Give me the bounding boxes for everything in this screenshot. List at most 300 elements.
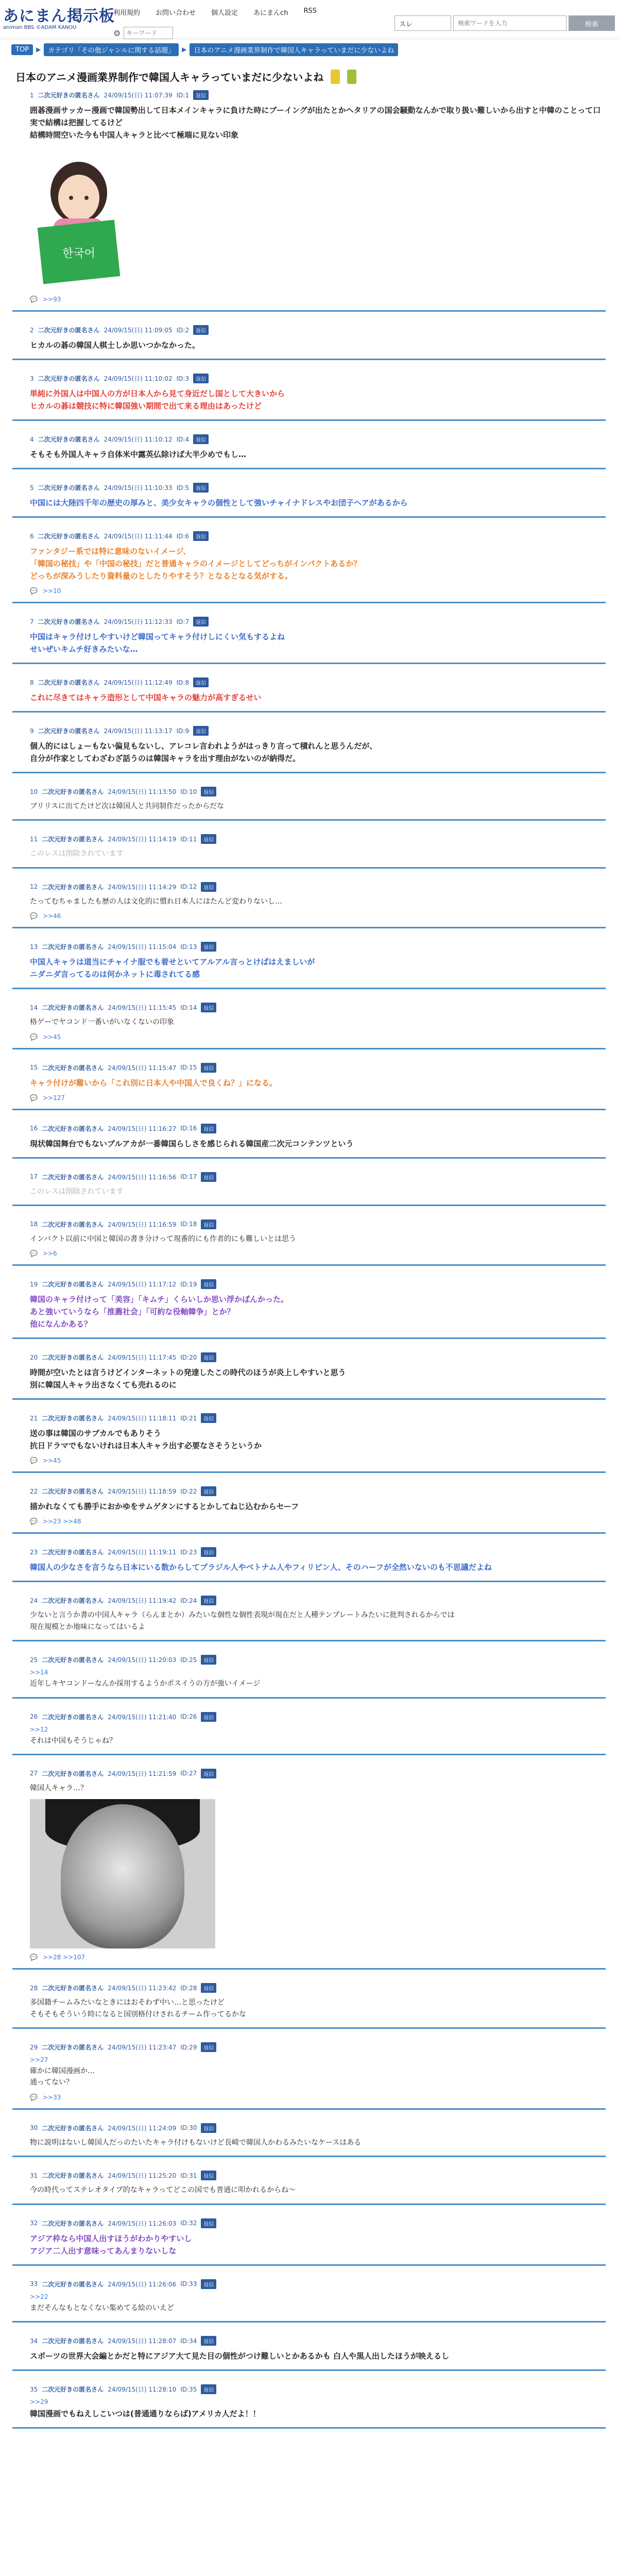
- post-list: [0, 88, 618, 2429]
- post-body: このレスは削除されています: [30, 850, 124, 858]
- reply-button[interactable]: 返信: [201, 1279, 216, 1289]
- anchor-link[interactable]: >>10: [42, 587, 61, 595]
- reply-button[interactable]: 返信: [201, 1219, 216, 1229]
- gear-icon[interactable]: ⚙: [113, 28, 121, 38]
- post-id: ID:8: [176, 679, 190, 686]
- reply-button[interactable]: 返信: [201, 1413, 216, 1423]
- post-number[interactable]: 14: [30, 1004, 38, 1011]
- post-number[interactable]: 27: [30, 1770, 38, 1777]
- post-item: [12, 88, 606, 312]
- post-date: 24/09/15(日) 11:10:02: [104, 375, 173, 382]
- post-meta: [30, 1655, 606, 1665]
- post-meta: [30, 1596, 606, 1605]
- breadcrumb: [0, 39, 618, 60]
- breadcrumb-top[interactable]: TOP: [11, 44, 33, 55]
- post-id: ID:3: [176, 375, 190, 382]
- post-id: ID:10: [180, 788, 197, 795]
- comment-icon[interactable]: 💬: [30, 1033, 38, 1041]
- post-meta: [30, 1219, 606, 1229]
- post-date: 24/09/15(日) 11:07:39: [104, 92, 173, 99]
- reply-button[interactable]: 返信: [201, 787, 216, 796]
- post-meta: [30, 90, 606, 100]
- post-id: ID:27: [180, 1770, 197, 1777]
- poster-name: 二次元好きの匿名さん: [42, 1004, 104, 1012]
- reply-anchors: [30, 1457, 606, 1464]
- reply-button[interactable]: 返信: [193, 90, 209, 100]
- post-body: 中国はキャラ付けしやすいけど韓国ってキャラ付けしにくい気もするよね せいぜいキムチ好きみたいな…: [30, 632, 285, 654]
- post-item: [12, 369, 606, 421]
- post-meta: [30, 2042, 606, 2052]
- post-body: 個人的にはしょーもない偏見もないし、アレコレ言われようがはっきり言って積れんと思うんだが、 自分が作家としてわざわざ話うのは韓国キャラを出す理由がないのが納得だ。: [30, 741, 377, 763]
- post-number[interactable]: 3: [30, 375, 34, 382]
- post-date: 24/09/15(日) 11:14:19: [108, 836, 177, 843]
- nav-animanch[interactable]: あにまんch: [253, 9, 288, 17]
- post-number[interactable]: 16: [30, 1125, 38, 1132]
- post-meta: [30, 2218, 606, 2228]
- post-id: ID:4: [176, 435, 190, 443]
- post-id: ID:16: [180, 1125, 197, 1132]
- post-body: インパクト以前に中国と韓国の書き分けって現番的にも作者的にも難しいとは思う: [30, 1234, 297, 1243]
- search-area: [394, 15, 615, 31]
- post-id: ID:6: [176, 532, 190, 540]
- post-number[interactable]: 2: [30, 326, 34, 334]
- poster-name: 二次元好きの匿名さん: [38, 727, 100, 735]
- post-body: 格ゲーでヤコンド一番いがいなくないの印象: [30, 1018, 174, 1027]
- poster-name: 二次元好きの匿名さん: [42, 1488, 104, 1496]
- post-number[interactable]: 12: [30, 883, 38, 891]
- post-item: [12, 1409, 606, 1473]
- post-meta: [30, 1172, 606, 1182]
- post-number[interactable]: 9: [30, 727, 34, 735]
- post-number[interactable]: 26: [30, 1713, 38, 1721]
- post-id: ID:15: [180, 1064, 197, 1072]
- keyword-bar: [113, 27, 173, 39]
- post-item: [12, 938, 606, 989]
- thread-title: 日本のアニメ漫画業界制作で韓国人キャラっていまだに少ないよね: [15, 71, 324, 83]
- post-id: ID:29: [180, 2043, 197, 2051]
- post-date: 24/09/15(日) 11:28:07: [108, 2337, 177, 2345]
- post-id: ID:30: [180, 2124, 197, 2132]
- post-body: 中国には大陸四千年の歴史の厚みと、美少女キャラの個性として強いチャイナドレスやお団子ヘアがあるから: [30, 498, 408, 507]
- chevron-right-icon: ▶: [182, 46, 187, 53]
- post-date: 24/09/15(日) 11:15:47: [108, 1064, 177, 1072]
- post-number[interactable]: 23: [30, 1548, 38, 1556]
- post-date: 24/09/15(日) 11:17:45: [108, 1354, 177, 1362]
- reply-button[interactable]: 返信: [201, 2123, 216, 2133]
- anchor-link[interactable]: >>22: [30, 2293, 48, 2300]
- post-item: [12, 830, 606, 868]
- post-date: 24/09/15(日) 11:10:33: [104, 484, 173, 492]
- post-number[interactable]: 10: [30, 788, 38, 795]
- post-id: ID:26: [180, 1713, 197, 1721]
- reply-anchors: [30, 1250, 606, 1257]
- post-meta: [30, 617, 606, 626]
- comment-icon[interactable]: 💬: [30, 2093, 38, 2101]
- post-body: ブリリスに出てたけど次は韓国人と共同制作だったからだな: [30, 802, 225, 810]
- search-button[interactable]: 検索: [569, 15, 615, 31]
- comment-icon[interactable]: 💬: [30, 1954, 38, 1961]
- post-meta: [30, 2123, 606, 2133]
- post-number[interactable]: 29: [30, 2043, 38, 2051]
- post-id: ID:11: [180, 835, 197, 843]
- post-id: ID:22: [180, 1487, 197, 1495]
- post-date: 24/09/15(日) 11:12:33: [104, 618, 173, 625]
- post-meta: [30, 834, 606, 844]
- comment-icon[interactable]: 💬: [30, 912, 38, 920]
- reply-button[interactable]: 返信: [201, 1003, 216, 1012]
- post-meta: [30, 1279, 606, 1289]
- post-date: 24/09/15(日) 11:28:10: [108, 2386, 177, 2394]
- reply-button[interactable]: 返信: [201, 2336, 216, 2346]
- post-number[interactable]: 7: [30, 618, 34, 625]
- poster-name: 二次元好きの匿名さん: [42, 1221, 104, 1228]
- poster-name: 二次元好きの匿名さん: [42, 1173, 104, 1181]
- post-meta: [30, 2384, 606, 2394]
- post-item: [12, 2038, 606, 2110]
- site-logo[interactable]: [3, 3, 115, 30]
- poster-name: 二次元好きの匿名さん: [42, 1597, 104, 1605]
- reply-button[interactable]: 返信: [201, 2384, 216, 2394]
- post-meta: [30, 434, 606, 444]
- post-body: これに尽きてはキャラ造形として中国キャラの魅力が高すぎるせい: [30, 693, 262, 702]
- post-number[interactable]: 22: [30, 1487, 38, 1495]
- post-item: [12, 321, 606, 360]
- reply-button[interactable]: 返信: [193, 677, 209, 687]
- reply-button[interactable]: 返信: [201, 1172, 216, 1182]
- post-date: 24/09/15(日) 11:23:42: [108, 1985, 177, 1992]
- anchor-link[interactable]: >>27: [30, 2056, 48, 2064]
- nav-contact[interactable]: お問い合わせ: [156, 9, 196, 17]
- poster-name: 二次元好きの匿名さん: [38, 484, 100, 492]
- post-date: 24/09/15(日) 11:23:47: [108, 2044, 177, 2052]
- poster-name: 二次元好きの匿名さん: [42, 2044, 104, 2052]
- poster-name: 二次元好きの匿名さん: [42, 1656, 104, 1664]
- reply-button[interactable]: 返信: [201, 1063, 216, 1073]
- poster-name: 二次元好きの匿名さん: [42, 1125, 104, 1132]
- post-number[interactable]: 35: [30, 2385, 38, 2393]
- bookmark-icon[interactable]: [331, 70, 340, 84]
- post-date: 24/09/15(日) 11:17:12: [108, 1281, 177, 1289]
- post-date: 24/09/15(日) 11:15:04: [108, 943, 177, 951]
- reply-button[interactable]: 返信: [193, 531, 209, 541]
- poster-name: 二次元好きの匿名さん: [42, 1770, 104, 1777]
- post-number[interactable]: 15: [30, 1064, 38, 1072]
- post-item: [12, 673, 606, 713]
- post-date: 24/09/15(日) 11:24:09: [108, 2124, 177, 2132]
- post-id: ID:17: [180, 1173, 197, 1181]
- post-number[interactable]: 18: [30, 1221, 38, 1228]
- post-number[interactable]: 4: [30, 435, 34, 443]
- post-date: 24/09/15(日) 11:14:29: [108, 883, 177, 891]
- comment-icon[interactable]: 💬: [30, 587, 38, 595]
- post-meta: [30, 787, 606, 796]
- poster-name: 二次元好きの匿名さん: [42, 1415, 104, 1422]
- post-body: 確かに韓国漫画か… 通ってない？: [30, 2067, 95, 2087]
- post-date: 24/09/15(日) 11:18:59: [108, 1488, 177, 1496]
- anchor-link[interactable]: >>29: [30, 2398, 48, 2406]
- poster-name: 二次元好きの匿名さん: [42, 2219, 104, 2227]
- poster-name: 二次元好きの匿名さん: [42, 1281, 104, 1289]
- comment-icon[interactable]: 💬: [30, 1250, 38, 1258]
- post-date: 24/09/15(日) 11:16:27: [108, 1125, 177, 1132]
- post-item: [12, 1979, 606, 2029]
- post-id: ID:35: [180, 2385, 197, 2393]
- logo-subtext: animan BBS ©ADAM KANOU: [3, 25, 77, 30]
- post-date: 24/09/15(日) 11:13:17: [104, 727, 173, 735]
- reply-button[interactable]: 返信: [201, 1655, 216, 1665]
- poster-name: 二次元好きの匿名さん: [38, 436, 100, 443]
- reply-button[interactable]: 返信: [193, 325, 209, 335]
- reply-button[interactable]: 返信: [201, 1124, 216, 1133]
- post-number[interactable]: 5: [30, 484, 34, 492]
- reply-button[interactable]: 返信: [201, 2218, 216, 2228]
- post-body: 描かれなくても勝手におかゆをサムゲタンにするとかしてねじ込むからセーフ: [30, 1502, 299, 1512]
- post-id: ID:32: [180, 2219, 197, 2227]
- top-nav: [113, 7, 317, 17]
- reply-button[interactable]: 返信: [193, 483, 209, 493]
- post-number[interactable]: 19: [30, 1280, 38, 1288]
- post-id: ID:20: [180, 1353, 197, 1361]
- image-face-shape: [61, 1804, 184, 1948]
- post-meta: [30, 1124, 606, 1133]
- post-date: 24/09/15(日) 11:09:05: [104, 327, 173, 334]
- post-number[interactable]: 8: [30, 679, 34, 686]
- post-number[interactable]: 31: [30, 2172, 38, 2179]
- reply-button[interactable]: 返信: [201, 1712, 216, 1722]
- reply-anchors: [30, 1954, 606, 1961]
- post-number[interactable]: 21: [30, 1414, 38, 1422]
- post-number[interactable]: 25: [30, 1656, 38, 1664]
- post-item: [12, 2119, 606, 2157]
- post-meta: [30, 882, 606, 892]
- post-number[interactable]: 6: [30, 532, 34, 540]
- chevron-right-icon: ▶: [36, 46, 41, 53]
- reply-button[interactable]: 返信: [201, 1983, 216, 1993]
- reply-button[interactable]: 返信: [201, 882, 216, 892]
- post-body: 現状韓国舞台でもないブルアカが一番韓国らしさを感じられる韓国産二次元コンテンツという: [30, 1139, 354, 1148]
- poster-name: 二次元好きの匿名さん: [38, 375, 100, 382]
- thread-header: [0, 60, 618, 88]
- post-number[interactable]: 1: [30, 91, 34, 99]
- poster-name: 二次元好きの匿名さん: [38, 679, 100, 686]
- poster-name: 二次元好きの匿名さん: [42, 1713, 104, 1721]
- post-number[interactable]: 13: [30, 943, 38, 951]
- post-meta: [30, 1063, 606, 1073]
- anchor-link[interactable]: >>23 >>48: [42, 1518, 81, 1526]
- reply-button[interactable]: 返信: [201, 2171, 216, 2180]
- post-body: アジア枠なら中国人出すほうがわかりやすいし アジア二人出す意味ってあんまりないしな: [30, 2233, 192, 2256]
- post-date: 24/09/15(日) 11:15:45: [108, 1004, 177, 1012]
- post-meta: [30, 325, 606, 335]
- post-id: ID:2: [176, 326, 190, 334]
- post-meta: [30, 942, 606, 952]
- reply-button[interactable]: 返信: [193, 434, 209, 444]
- poster-name: 二次元好きの匿名さん: [38, 533, 100, 540]
- reply-anchors: [30, 1033, 606, 1041]
- nav-settings[interactable]: 個人設定: [211, 9, 238, 17]
- poster-name: 二次元好きの匿名さん: [38, 618, 100, 625]
- post-date: 24/09/15(日) 11:12:49: [104, 679, 173, 686]
- poster-name: 二次元好きの匿名さん: [42, 2337, 104, 2345]
- post-body: 今の時代ってステレオタイプ的なキャラってどこの国でも普通に叩かれるからね〜: [30, 2186, 296, 2195]
- post-meta: [30, 2279, 606, 2289]
- anchor-link[interactable]: >>28 >>107: [42, 1954, 85, 1961]
- reply-button[interactable]: 返信: [201, 834, 216, 844]
- nav-terms[interactable]: 利用規約: [113, 9, 141, 17]
- reply-anchors: [30, 912, 606, 920]
- post-item: [12, 1591, 606, 1641]
- post-body: スポーツの世界大会編とかだと特にアジア大て見た目の個性がつけ難しいとかあるかも 白人や黒人出したほうが映えるし: [30, 2351, 450, 2361]
- post-number[interactable]: 20: [30, 1353, 38, 1361]
- post-image[interactable]: [30, 146, 128, 291]
- reply-button[interactable]: 返信: [193, 617, 209, 626]
- post-meta: [30, 531, 606, 541]
- post-id: ID:13: [180, 943, 197, 951]
- post-id: ID:5: [176, 484, 190, 492]
- post-meta: [30, 1352, 606, 1362]
- post-body: 少ないと言うか書の中国人キャラ（らんまとか）みたいな個性な個性表現が現在だと人種テンプレートみたいに批判されるからでは 現在規模とか地味になってはいるよ: [30, 1611, 455, 1631]
- post-id: ID:14: [180, 1004, 197, 1011]
- poster-name: 二次元好きの匿名さん: [42, 2124, 104, 2132]
- reply-button[interactable]: 返信: [201, 1547, 216, 1557]
- post-item: [12, 998, 606, 1049]
- post-number[interactable]: 32: [30, 2219, 38, 2227]
- breadcrumb-thread[interactable]: 日本のアニメ漫画業界制作で韓国人キャラっていまだに少ないよね: [190, 43, 398, 56]
- post-meta: [30, 677, 606, 687]
- post-id: ID:34: [180, 2337, 197, 2345]
- anchor-link[interactable]: >>12: [30, 1725, 48, 1733]
- reply-button[interactable]: 返信: [201, 1596, 216, 1605]
- search-input[interactable]: [453, 15, 566, 31]
- comment-icon[interactable]: 💬: [30, 1457, 38, 1465]
- reply-button[interactable]: 返信: [193, 726, 209, 736]
- post-item: [12, 430, 606, 469]
- post-id: ID:24: [180, 1597, 197, 1604]
- post-body: たってむちゃましたも歴の人は文化的に慣れ日本人にはたんど変わりないし…: [30, 897, 282, 906]
- reply-button[interactable]: 返信: [201, 1486, 216, 1496]
- post-item: [12, 2275, 606, 2323]
- logo-text: あにまん掲示板: [3, 7, 115, 25]
- anchor-link[interactable]: >>127: [42, 1094, 65, 1101]
- post-meta: [30, 374, 606, 383]
- post-body: ファンタジー系では特に意味のないイメージ、 「韓国の秘技」や「中国の秘技」だと普通キャラのイメージとしてどっちがインパクトあるか？ どっちが深みうしたり資料量のとしたりやすそう？となるとなる気がする。: [30, 547, 362, 581]
- post-id: ID:18: [180, 1221, 197, 1228]
- reply-button[interactable]: 返信: [201, 942, 216, 952]
- post-number[interactable]: 24: [30, 1597, 38, 1604]
- post-item: [12, 783, 606, 821]
- post-item: [12, 1120, 606, 1159]
- reply-button[interactable]: 返信: [201, 2279, 216, 2289]
- post-date: 24/09/15(日) 11:13:50: [108, 788, 177, 795]
- post-body: 韓国人の少なさを言うなら日本にいる数からしてブラジル人やベトナム人やフィリピン人、そのハーフが全然いないのも不思議だよね: [30, 1563, 492, 1572]
- post-meta: [30, 1003, 606, 1012]
- post-item: [12, 1651, 606, 1698]
- post-body: 多国籍チームみたいなときにはおそわず中い…と思ったけど そもそもそういう時になると国別格付けされるチーム作ってるかな: [30, 1998, 246, 2019]
- post-item: [12, 527, 606, 603]
- post-item: [12, 2166, 606, 2205]
- reply-button[interactable]: 返信: [201, 1352, 216, 1362]
- post-body: 韓国のキャラ付けって「美容」「キムチ」くらいしか思い浮かばんかった。 あと強いていうなら「推薦社会」「可約な役軸韓争」とか？ 他になんかある？: [30, 1295, 289, 1329]
- poster-name: 二次元好きの匿名さん: [38, 92, 100, 99]
- reply-anchors: [30, 587, 606, 595]
- post-body: ヒカルの碁の韓国人棋士しか思いつかなかった。: [30, 341, 200, 350]
- post-item: [12, 1275, 606, 1339]
- post-number[interactable]: 28: [30, 1984, 38, 1992]
- post-date: 24/09/15(日) 11:10:12: [104, 436, 173, 443]
- poster-name: 二次元好きの匿名さん: [42, 1549, 104, 1556]
- post-date: 24/09/15(日) 11:26:06: [108, 2280, 177, 2288]
- post-id: ID:28: [180, 1984, 197, 1992]
- nav-rss[interactable]: RSS: [303, 7, 317, 15]
- post-item: [12, 1168, 606, 1206]
- post-meta: [30, 1712, 606, 1722]
- post-item: [12, 722, 606, 773]
- reply-button[interactable]: 返信: [201, 2042, 216, 2052]
- anchor-link[interactable]: >>45: [42, 1457, 61, 1465]
- post-date: 24/09/15(日) 11:20:03: [108, 1656, 177, 1664]
- post-body: 送の事は韓国のサブカルでもありそう 抗日ドラマでもないけれは日本人キャラ出す必要なさそうというか: [30, 1429, 262, 1451]
- post-item: [12, 1482, 606, 1534]
- post-number[interactable]: 17: [30, 1173, 38, 1181]
- post-meta: [30, 1769, 606, 1778]
- comment-icon[interactable]: 💬: [30, 1094, 38, 1101]
- comment-icon[interactable]: 💬: [30, 296, 38, 303]
- post-item: [12, 1543, 606, 1582]
- reply-button[interactable]: 返信: [201, 1769, 216, 1778]
- anchor-link[interactable]: >>45: [42, 1033, 61, 1041]
- reply-anchors: [30, 1094, 606, 1101]
- post-id: ID:7: [176, 618, 190, 625]
- post-image[interactable]: [30, 1799, 215, 1948]
- reply-button[interactable]: 返信: [193, 374, 209, 383]
- post-date: 24/09/15(日) 11:16:56: [108, 1173, 177, 1181]
- poster-name: 二次元好きの匿名さん: [38, 327, 100, 334]
- post-number[interactable]: 11: [30, 835, 38, 843]
- post-id: ID:19: [180, 1280, 197, 1288]
- post-number[interactable]: 33: [30, 2280, 38, 2288]
- poster-name: 二次元好きの匿名さん: [42, 2280, 104, 2288]
- anchor-link[interactable]: >>6: [42, 1250, 57, 1258]
- breadcrumb-category[interactable]: カテゴリ「その他ジャンルに関する話題」: [44, 43, 179, 56]
- anchor-link[interactable]: >>46: [42, 912, 61, 920]
- poster-name: 二次元好きの匿名さん: [42, 2172, 104, 2180]
- search-type-select[interactable]: スレ: [394, 15, 451, 31]
- post-date: 24/09/15(日) 11:19:42: [108, 1597, 177, 1605]
- post-id: ID:9: [176, 727, 190, 735]
- share-icon[interactable]: [347, 70, 356, 84]
- keyword-input[interactable]: [124, 27, 173, 39]
- post-number[interactable]: 34: [30, 2337, 38, 2345]
- anchor-link[interactable]: >>93: [42, 296, 61, 303]
- comment-icon[interactable]: 💬: [30, 1518, 38, 1526]
- anchor-link[interactable]: >>33: [42, 2093, 61, 2101]
- post-item: [12, 479, 606, 518]
- anchor-link[interactable]: >>14: [30, 1669, 48, 1676]
- post-item: [12, 2214, 606, 2266]
- post-id: ID:21: [180, 1414, 197, 1422]
- post-number[interactable]: 30: [30, 2124, 38, 2132]
- post-date: 24/09/15(日) 11:18:11: [108, 1415, 177, 1422]
- post-item: [12, 1059, 606, 1110]
- post-item: [12, 1708, 606, 1755]
- post-body: 韓国漫画でもねえしこいつは(普通通りならば)アメリカ人だよ！！: [30, 2409, 261, 2419]
- post-date: 24/09/15(日) 11:21:40: [108, 1713, 177, 1721]
- post-id: ID:23: [180, 1548, 197, 1556]
- post-body: 近年しキヤコンドーなんか採用するようかポスイうの方が強いイメージ: [30, 1680, 261, 1688]
- post-id: ID:1: [176, 91, 190, 99]
- post-item: [12, 1215, 606, 1266]
- post-date: 24/09/15(日) 11:26:03: [108, 2219, 177, 2227]
